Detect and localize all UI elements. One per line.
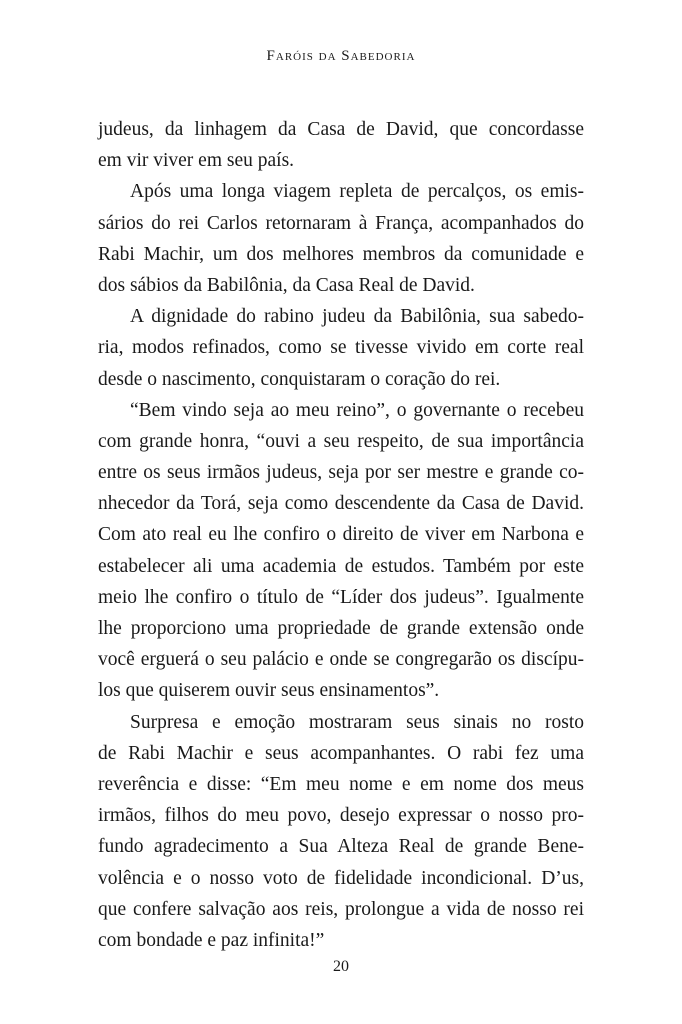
text-line: que confere salvação aos reis, prolongue a vida de nosso rei bbox=[98, 898, 584, 920]
text-line: Após uma longa viagem repleta de percalços, os emis- bbox=[130, 181, 584, 203]
text-line: los que quiserem ouvir seus ensinamentos”. bbox=[98, 680, 440, 702]
text-line: meio lhe confiro o título de “Líder dos judeus”. Igualmente bbox=[98, 586, 584, 608]
text-line: em vir viver em seu país. bbox=[98, 150, 295, 172]
text-line: judeus, da linhagem da Casa de David, que concordasse bbox=[98, 119, 584, 140]
text-line: ria, modos refinados, como se tivesse vivido em corte real bbox=[98, 337, 584, 359]
text-line: dos sábios da Babilônia, da Casa Real de David. bbox=[98, 274, 475, 296]
text-line: volência e o nosso voto de fidelidade incondicional. D’us, bbox=[98, 867, 584, 889]
text-line: A dignidade do rabino judeu da Babilônia, sua sabedo- bbox=[130, 306, 584, 328]
text-line: entre os seus irmãos judeus, seja por ser mestre e grande co- bbox=[98, 462, 584, 484]
text-line: você erguerá o seu palácio e onde se congregarão os discípu- bbox=[98, 649, 584, 671]
page-number: 20 bbox=[333, 958, 349, 975]
body-text bbox=[98, 114, 584, 956]
text-line: com grande honra, “ouvi a seu respeito, de sua importância bbox=[98, 430, 584, 452]
text-line: com bondade e paz infinita!” bbox=[98, 929, 325, 951]
text-line: Rabi Machir, um dos melhores membros da comunidade e bbox=[98, 243, 584, 265]
text-line: de Rabi Machir e seus acompanhantes. O rabi fez uma bbox=[98, 742, 584, 764]
text-line: nhecedor da Torá, seja como descendente da Casa de David. bbox=[98, 493, 584, 515]
text-line: irmãos, filhos do meu povo, desejo expressar o nosso pro- bbox=[98, 805, 584, 827]
text-line: desde o nascimento, conquistaram o coração do rei. bbox=[98, 368, 501, 390]
text-line: estabelecer ali uma academia de estudos. Também por este bbox=[98, 555, 584, 577]
text-line: reverência e disse: “Em meu nome e em nome dos meus bbox=[98, 773, 584, 795]
text-line: Surpresa e emoção mostraram seus sinais no rosto bbox=[130, 711, 584, 733]
text-line: lhe proporciono uma propriedade de grande extensão onde bbox=[98, 618, 584, 639]
text-line: fundo agradecimento a Sua Alteza Real de grande Bene- bbox=[98, 836, 584, 858]
text-line: “Bem vindo seja ao meu reino”, o governante o recebeu bbox=[130, 399, 584, 421]
running-head: Faróis da Sabedoria bbox=[266, 48, 416, 64]
text-line: sários do rei Carlos retornaram à França, acompanhados do bbox=[98, 212, 584, 234]
text-line: Com ato real eu lhe confiro o direito de viver em Narbona e bbox=[98, 524, 584, 546]
